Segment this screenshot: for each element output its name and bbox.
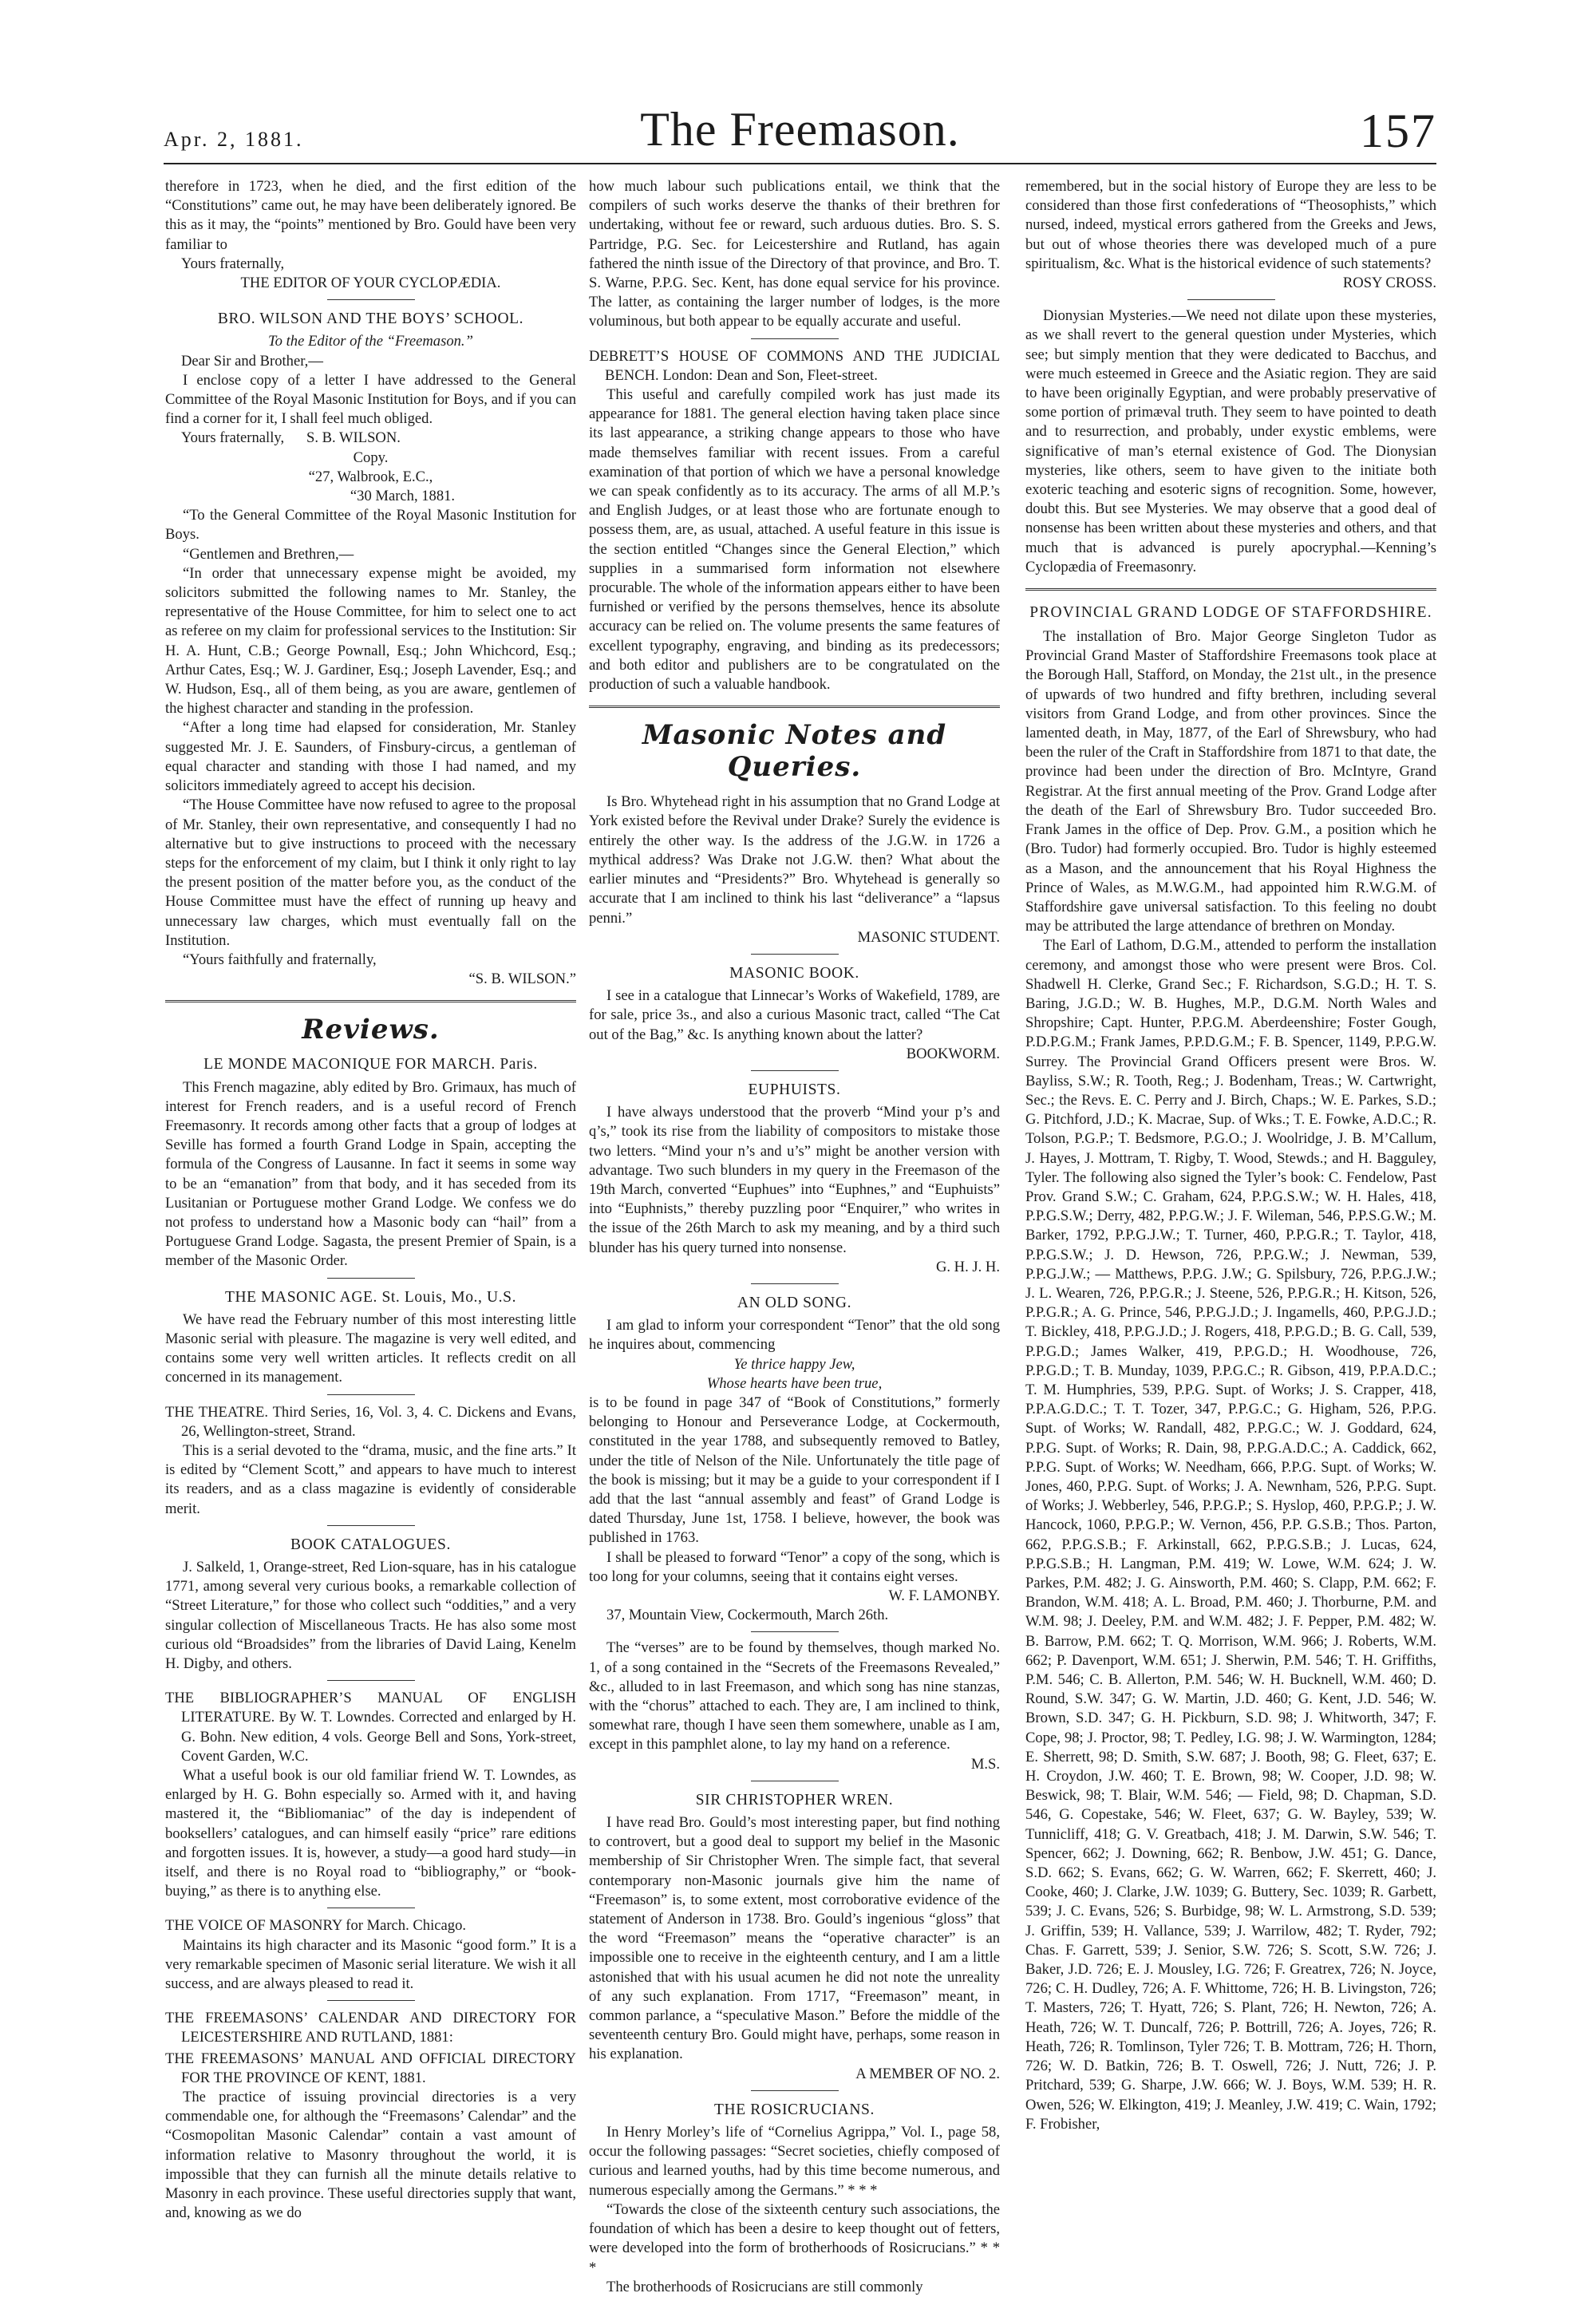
signature-wilson: Yours fraternally, S. B. WILSON. — [181, 429, 401, 447]
paragraph-theatre: This is a serial devoted to the “drama, music, and the fine arts.” It is edited by “Clement Scott,” and appears to have much to interest its readers, and as a class magazine is evidently of considerable merit. — [165, 1441, 576, 1517]
heading-bibliographer: THE BIBLIOGRAPHER’S MANUAL OF ENGLISH LITERATURE. By W. T. Lowndes. Corrected and enlarged by H. G. Bohn. New edition, 4 vols. George Bell and Sons, York-street, Covent Garden, W.C. — [165, 1690, 576, 1765]
paragraph-verses: The “verses” are to be found by themselves, though marked No. 1, of a song contained in the “Secrets of the Freemasons Revealed,” &c., alluded to in last Freemason, and which song has nine stanzas, with the “chorus” attached to each. They are, I am inclined to think, somewhat rare, though I have seen them somewhere, unable as I am, except in this pamphlet alone, to lay my hand on a reference. — [589, 1639, 1000, 1753]
divider — [327, 2000, 415, 2001]
paragraph-whytehead: Is Bro. Whytehead right in his assumption that no Grand Lodge at York existed before the Revival under Drake? Surely the evidence is entirely the other way. Is the address of the J.G.W. in 1726 a mythical address? Was Drake not J.G.W. then? What about the earlier minutes and “Presidents?” Bro. Whytehead is generally so accurate that I am inclined to think his last “deliverance” a “lapsus penni.” — [589, 793, 1000, 927]
divider — [1187, 299, 1275, 300]
paragraph-dionysian: Dionysian Mysteries.—We need not dilate upon these mysteries, as we shall revert to the general question under Mysteries, which see; but simply mention that they were dedicated to Bacchus, and were much esteemed in Greece and the Asiatic region. They are said to have been originally Egyptian, and were probably preservative of some portion of primæval truth. They seem to have pointed to death and to resurrection, and probably, under exystic emblems, were significative of man’s eternal existence of God. The Dionysian mysteries, like others, seem to have given to the initiate both exoteric teaching and esoteric signs of recognition. Some, however, doubt this. But see Mysteries. We may observe that a good deal of nonsense has been written about these mysteries and others, and that much that is advanced is purely apocryphal.—Kenning’s Cyclopædia of Freemasonry. — [1025, 307, 1436, 575]
address-lamonby: 37, Mountain View, Cockermouth, March 26th. — [606, 1607, 889, 1624]
heading-catalogues: BOOK CATALOGUES. — [290, 1536, 451, 1553]
address-line-1: “27, Walbrook, E.C., — [308, 468, 433, 485]
heading-wilson: BRO. WILSON AND THE BOYS’ SCHOOL. — [217, 310, 524, 328]
divider — [327, 1394, 415, 1395]
heading-wren: SIR CHRISTOPHER WREN. — [695, 1791, 894, 1809]
publication-title: The Freemason. — [640, 103, 960, 156]
paragraph-yours: “Yours faithfully and fraternally, — [183, 951, 377, 968]
issue-date: Apr. 2, 1881. — [164, 128, 304, 151]
heading-masonic-book: MASONIC BOOK. — [729, 964, 859, 982]
page-number: 157 — [1360, 105, 1436, 157]
heading-debrett: DEBRETT’S HOUSE OF COMMONS AND THE JUDICIAL BENCH. London: Dean and Son, Fleet-street. — [589, 347, 1000, 384]
divider — [327, 1680, 415, 1681]
paragraph-bibliographer: What a useful book is our old familiar friend W. T. Lowndes, as enlarged by H. G. Bohn especially so. Armed with it, and having mastered it, the “Bibliomaniac” of the day is independent of booksellers’ catalogues, and can himself easily “price” rare editions and forgotten issues. It is, however, a study—a good hard study—in itself, and there is no Royal road to “bibliography,” or “book-buying,” as there is to anything else. — [165, 1767, 576, 1900]
paragraph-staffordshire-2: The Earl of Lathom, D.G.M., attended to perform the installation ceremony, and amongst those who were present were Bros. Col. Shadwell H. Clerke, Grand Sec.; F. Richardson, S.G.D.; H. T. S. Baring, J.G.D.; W. B. Hughes, M.P., D.G.M. North Wales and Shropshire; Capt. Hunter, P.P.G.M. Aberdeenshire; Foster Gough, P.D.P.G.M.; Frank James, P.P.D.G.M.; F. B. Spencer, 1149, P.P.G.W. Surrey. The Provincial Grand Officers present were Bros. W. Bayliss, S.W.; R. Tooth, Reg.; J. Bodenham, Treas.; W. Cartwright, Sec.; the Revs. E. C. Perry and J. Birch, Chaps.; W. E. Parkes, S.D.; G. Pitchford, J.D.; K. Macrae, Sup. of Wks.; T. E. Fowke, A.D.C.; R. Tolson, P.G.P.; T. Bedsmore, P.G.O.; J. Woolridge, J. B. M’Callum, J. Hayes, J. Mottram, T. Rigby, T. Wood, Stewds.; and H. Bagguley, Tyler. The following also signed the Tyler’s book: C. Fendelow, Past Prov. Grand S.W.; C. Graham, 624, P.P.G.S.W.; W. H. Hales, 418, P.P.G.S.W.; Derry, 482, P.P.G.W.; J. F. Wileman, 546, P.P.S.G.W.; M. Barker, 1792, P.P.G.J.W.; T. Turner, 460, P.P.G.R.; T. Taylor, 418, P.P.G.S.W.; J. D. Hewson, 726, P.P.G.W.; J. Newman, 539, P.P.G.J.W.; — Matthews, P.P.G. J.W.; G. Spilsbury, 726, P.P.G.J.W.; J. L. Wearen, 726, P.P.G.R.; J. Steene, 526, P.P.G.R.; H. Kitson, 526, P.P.G.R.; A. G. Prince, 546, P.P.G.J.D.; J. Ingamells, 460, P.P.G.J.D.; T. Bickley, 418, P.P.G.J.D.; J. Rogers, 418, P.P.G.D.; B. G. Call, 539, P.P.G.D.; James Walker, 419, P.P.G.D.; H. Woodhouse, 726, P.P.G.D.; T. B. Munday, 1039, P.P.G.C.; R. Gibson, 419, P.P.A.D.C.; T. M. Humphries, 539, P.P.G. Supt. of Works; J. S. Crapper, 418, P.P.A.G.D.C.; T. T. Tozer, 347, P.P.G.C.; G. Higham, 526, P.P.G. Supt. of Works; W. Randall, 482, P.P.G.C.; W. J. Goddard, 624, P.P.G. Supt. of Works; R. Dain, 98, P.P.G.A.D.C.; A. Caddick, 662, P.P.G. Supt. of Works; W. Needham, 666, P.P.G. Supt. of Works; W. Jones, 460, P.P.G. Supt. of Works; J. A. Newnham, 526, P.P.G. Supt. of Works; J. Webberley, 546, P.P.G.P.; S. Hyslop, 460, P.P.G.P.; J. W. Hancock, 1060, P.P.G.P.; W. Vernon, 456, P.P. G.S.B.; Thos. Parton, 662, P.P.G.S.B.; F. Arkinstall, 662, P.P.G.S.B.; J. Lucas, 624, P.P.G.S.B.; H. Langman, P.M. 419; W. Lowe, W.M. 624; J. W. Parkes, P.M. 482; J. G. Ainsworth, P.M. 460; S. Clapp, P.M. 662; F. Brandon, W.M. 418; A. L. Broad, P.M. 460; J. Thorburne, P.M. and W.M. 98; J. Deeley, P.M. and W.M. 482; J. F. Pepper, P.M. 482; W. B. Barrow, P.M. 662; T. Q. Morrison, W.M. 966; J. Roberts, W.M. 662; P. Davenport, W.M. 651; J. Sherwin, P.M. 546; T. H. Griffiths, P.M. 546; C. B. Allerton, P.M. 546; W. H. Bucknell, W.M. 460; D. Round, S.W. 347; G. W. Martin, J.D. 460; G. Kent, J.D. 546; W. Brown, S.D. 347; G. H. Pickburn, S.D. 98; J. Whitworth, 347; F. Cope, 98; J. Proctor, 98; T. Pedley, I.G. 98; J. W. Warmington, 1284; E. Sherrett, 98; D. Smith, S.W. 687; J. Booth, 98; G. Fleet, 637; E. H. Croydon, J.W. 460; T. E. Brown, 98; W. Cooper, J.D. 98; W. Beswick, 98; T. Blair, W.M. 546; — Field, 98; D. Chapman, S.D. 546, G. Copestake, 546; W. Fleet, 637; G. W. Bayley, 539; W. Tunnicliff, 418; G. V. Greatbach, 418; J. M. Darwin, S.W. 546; T. Spencer, 662; J. Downing, 662; R. Benbow, J.W. 451; G. Dance, S.D. 662; S. Evans, 662; G. W. Warren, 662; F. Skerrett, 460; J. Cooke, 460; J. Clarke, J.W. 1039; G. Buttery, Sec. 1039; R. Garbett, 539; J. C. Evans, 526; S. Burbidge, 98; W. L. Armstrong, S.D. 539; J. Griffin, 539; H. Vallance, 539; J. Warrilow, 482; T. Ryder, 792; Chas. F. Garrett, 539; J. Senior, S.W. 726; S. Scott, S.W. 726; J. Baker, J.D. 726; E. J. Mousley, I.G. 726; F. Greatrex, 726; N. Joyce, 726; C. H. Dudley, 726; A. F. Whittome, 726; H. B. Livingston, 726; T. Masters, 726; T. Hyatt, 726; S. Plant, 726; H. Newton, 726; A. Heath, 726; W. T. Duncalf, 726; P. Bottrill, 726; A. Joyes, 726; R. Heath, 726; R. Tomlinson, Tyler 726; T. B. Mottram, 726; H. Thorn, 726; W. D. Batkin, 726; B. T. Oswell, 726; J. Nutt, 726; J. P. Pritchard, 539; G. Sharpe, J.W. 666; W. J. Boys, W.M. 539; H. R. Owen, 526; W. Elkington, 419; J. Meanley, J.W. 419; C. Wain, 1792; F. Frobisher, — [1025, 937, 1436, 2133]
paragraph-after: “After a long time had elapsed for consideration, Mr. Stanley suggested Mr. J. E. Saunders, of Finsbury-circus, a gentleman of equal character and standing with those I had named, and my solicitors immediately agreed to accept his decision. — [165, 719, 576, 795]
divider — [751, 1283, 839, 1284]
paragraph-gentlemen: “Gentlemen and Brethren,— — [183, 545, 354, 563]
heading-theatre: THE THEATRE. Third Series, 16, Vol. 3, 4. C. Dickens and Evans, 26, Wellington-street, Strand. — [165, 1403, 576, 1440]
signature-wilson-2: “S. B. WILSON.” — [468, 971, 576, 988]
divider — [751, 1631, 839, 1632]
heading-calendar: THE FREEMASONS’ CALENDAR AND DIRECTORY FOR LEICESTERSHIRE AND RUTLAND, 1881: — [165, 2010, 576, 2046]
paragraph-continued: how much labour such publications entail, we think that the compilers of such works deserve the thanks of their brethren for undertaking, without fee or reward, such arduous duties. Bro. S. S. Partridge, P.G. Sec. for Leicestershire and Rutland, has again fathered the ninth issue of the Directory of that province, and Bro. T. S. Warne, P.P.G. Sec. Kent, has done equal service for his province. The latter, as containing the larger number of lodges, is the more voluminous, but both appear to be equally accurate and useful. — [589, 178, 1000, 330]
section-heading-reviews: Reviews. — [302, 1014, 440, 1046]
paragraph-masonic-age: We have read the February number of this most interesting little Masonic serial with pleasure. The magazine is very well edited, and contains some very well written articles. It reflects credit on all concerned in its management. — [165, 1311, 576, 1386]
verse-line-1: Ye thrice happy Jew, — [733, 1355, 855, 1373]
paragraph-staffordshire-1: The installation of Bro. Major George Singleton Tudor as Provincial Grand Master of Staffordshire Freemasons took place at the Borough Hall, Stafford, on Monday, the 21st ult., in the presence of upwards of two hundred and fifty brethren, including several visitors from Grand Lodge, and from other provinces. Since the lamented death, in May, 1877, of the Earl of Shrewsbury, who had been the ruler of the Craft in Staffordshire from 1871 to that date, the province had been under the direction of Bro. McIntyre, Grand Registrar. At the first annual meeting of the Prov. Grand Lodge after the death of the Earl of Shrewsbury Bro. Tudor succeeded Bro. Frank James in the office of Dep. Prov. G.M., a position which he (Bro. Tudor) had formerly occupied. Bro. Tudor is highly esteemed as a Mason, and the announcement that his Royal Highness the Prince of Wales, as M.W.G.M., had appointed him R.W.G.M. of Staffordshire gave universal satisfaction. To this feeling no doubt may be attributed the large attendance of brethren on Monday. — [1025, 628, 1436, 935]
paragraph-masonic-book: I see in a catalogue that Linnecar’s Works of Wakefield, 1789, are for sale, price 3s., and also a curious Masonic tract, called “The Cat out of the Bag,” &c. Is anything known about the latter? — [589, 987, 1000, 1043]
signature-lamonby: W. F. LAMONBY. — [888, 1587, 1000, 1604]
paragraph-to-general: “To the General Committee of the Royal Masonic Institution for Boys. — [165, 507, 576, 544]
address-line-2: “30 March, 1881. — [350, 488, 456, 505]
paragraph-rosicrucians-1: In Henry Morley’s life of “Cornelius Agrippa,” Vol. I., page 58, occur the following passages: “Secret societies, chiefly composed of curious and learned youths, had by this time become numerous, and numerous especially among the Germans.” * * * — [589, 2124, 1000, 2199]
salutation: Dear Sir and Brother,— — [181, 352, 323, 370]
paragraph-continued: remembered, but in the social history of Europe they are less to be considered than those first confederations of “Theosophists,” which nursed, indeed, mystical errors gathered from the Greeks and Jews, but out of whose theories there was developed much of a pure spiritualism, &c. What is the historical evidence of such statements? — [1025, 178, 1436, 272]
masthead — [164, 102, 1436, 166]
heading-staffordshire: PROVINCIAL GRAND LODGE OF STAFFORDSHIRE. — [1029, 604, 1432, 622]
divider — [751, 1070, 839, 1071]
column-1 — [165, 177, 576, 2224]
paragraph-old-song: I am glad to inform your correspondent “Tenor” that the old song he inquires about, commencing — [589, 1317, 1000, 1354]
divider — [751, 954, 839, 955]
copy-label: Copy. — [353, 449, 389, 466]
paragraph-rosicrucians-2: “Towards the close of the sixteenth century such associations, the foundation of which has been a desire to keep thought out of fetters, were developed into the form of brotherhoods of Rosicrucians.” * * * — [589, 2200, 1000, 2276]
paragraph-house: “The House Committee have now refused to agree to the proposal of Mr. Stanley, their own representative, and consequently I had no alternative but to give instructions to proceed with the necessary steps for the enforcement of my claim, but I think it only right to lay the present position of the matter before you, as the conduct of the House Committee must have the effect of running up heavy and unnecessary law charges, which must eventually fall on the Institution. — [165, 797, 576, 949]
signature-member: A MEMBER OF NO. 2. — [855, 2065, 1000, 2082]
masthead-rule — [164, 163, 1436, 164]
paragraph-old-song-2: is to be found in page 347 of “Book of Constitutions,” formerly belonging to Honour and Perseverance Lodge, at Cockermouth, constituted in the year 1788, and subsequently removed to Batley, under the title of Nelson of the Nile. Unfortunately the title page of the book is missing; but it may be a guide to your correspondent if I add that the last “annual assembly and feast” of Grand Lodge is dated Thursday, June 1st, 1758. I believe, however, the book was published in 1763. — [589, 1394, 1000, 1547]
heading-masonic-age: THE MASONIC AGE. St. Louis, Mo., U.S. — [224, 1288, 517, 1306]
paragraph-wilson-1: I enclose copy of a letter I have addressed to the General Committee of the Royal Masonic Institution for Boys, and if you can find a corner for it, I shall feel much obliged. — [165, 371, 576, 428]
column-2 — [589, 177, 1000, 2297]
section-heading-notes-queries: Masonic Notes and Queries. — [642, 719, 947, 784]
paragraph-voice: Maintains its high character and its Masonic “good form.” It is a very remarkable specimen of Masonic serial literature. We wish it all success, and are always pleased to read it. — [165, 1936, 576, 1993]
signature-ghjh: G. H. J. H. — [935, 1258, 1000, 1275]
paragraph-wren: I have read Bro. Gould’s most interesting paper, but find nothing to controvert, but a good deal to support my belief in the Masonic membership of Sir Christopher Wren. The simple fact, that several contemporary non-Masonic journals give him the name of “Freemason” is, to some extent, most corroborative evidence of the statement of Anderson in 1738. Bro. Gould’s ingenious “gloss” that the word “Freemason” means the “operative character” is an impossible one to receive in the eighteenth century, and I am a little astonished that with his usual acumen he did not note the unreality of any such explanation. From 1717, “Freemason” meant, in common parlance, a “speculative Mason.” Before the middle of the seventeenth century Bro. Gould might have, perhaps, some reason in his explanation. — [589, 1814, 1000, 2063]
signature-student: MASONIC STUDENT. — [857, 928, 1000, 946]
paragraph-intro: therefore in 1723, when he died, and the first edition of the “Constitutions” came out, he may have been deliberately ignored. Be this as it may, the “points” mentioned by Bro. Gould have been very familiar to — [165, 178, 576, 253]
divider — [327, 299, 415, 300]
heading-monde: LE MONDE MACONIQUE FOR MARCH. Paris. — [203, 1056, 538, 1073]
paragraph-catalogues: J. Salkeld, 1, Orange-street, Red Lion-square, has in his catalogue 1771, among several very curious books, a remarkable collection of “Street Literature,” for those who collect such “oddities,” and a very singular collection of Miscellaneous Tracts. He has also some most curious old “Broadsides” from the libraries of David Laing, Kenelm H. Digby, and others. — [165, 1559, 576, 1673]
signature-editor: THE EDITOR OF YOUR CYCLOPÆDIA. — [240, 275, 501, 292]
divider — [751, 2090, 839, 2091]
signature-ms: M.S. — [970, 1755, 1000, 1773]
paragraph-debrett: This useful and carefully compiled work has just made its appearance for 1881. The general election having taken place since its last appearance, a striking change appears to those who have made themselves familiar with recent issues. From a careful examination of that portion of which we have a personal knowledge we can speak confidently as to its accuracy. The arms of all M.P.’s and English Judges, or at least those who are fortunate enough to possess them, are, as usual, attached. A useful feature in this issue is the section entitled “Changes since the General Election,” which supplies in a summarised form information not elsewhere procurable. The whole of the information appears either to have been furnished or verified by the persons themselves, hence its absolute accuracy can be relied on. The volume presents the same features of excellent typography, engraving, and binding as its predecessors; and both editor and publishers are to be congratulated on the production of such a valuable handbook. — [589, 386, 1000, 694]
heading-old-song: AN OLD SONG. — [737, 1294, 852, 1311]
paragraph-rosicrucians-3: The brotherhoods of Rosicrucians are still commonly — [606, 2278, 923, 2295]
section-rule — [589, 706, 1000, 708]
signature-bookworm: BOOKWORM. — [906, 1045, 1000, 1062]
paragraph-euphuists: I have always understood that the proverb “Mind your p’s and q’s,” took its rise from the liability of compositors to mistake those two letters. “Mind your n’s and u’s” might be another version with advantage. Two such blunders in my query in the Freemason of the 19th March, converted “Euphues” into “Euphnes,” and “Euphuists” into “Euphnists,” thereby puzzling poor “Enquirer,” who writes in the issue of the 26th March to ask my meaning, and by a third such blunder has his query turned into nonsense. — [589, 1104, 1000, 1256]
divider — [327, 1525, 415, 1526]
heading-rosicrucians: THE ROSICRUCIANS. — [714, 2101, 875, 2118]
section-rule — [1025, 588, 1436, 591]
verse-line-2: Whose hearts have been true, — [706, 1374, 883, 1392]
signoff-fraternally: Yours fraternally, — [181, 255, 285, 272]
heading-voice: THE VOICE OF MASONRY for March. Chicago. — [165, 1917, 467, 1935]
to-editor-line: To the Editor of the “Freemason.” — [268, 333, 473, 350]
column-3 — [1025, 177, 1436, 2134]
divider — [751, 338, 839, 339]
paragraph-old-song-3: I shall be pleased to forward “Tenor” a copy of the song, which is too long for your columns, seeing that it contains eight verses. — [589, 1548, 1000, 1585]
signature-rosy-cross: ROSY CROSS. — [1342, 275, 1436, 292]
heading-manual: THE FREEMASONS’ MANUAL AND OFFICIAL DIRECTORY FOR THE PROVINCE OF KENT, 1881. — [165, 2050, 576, 2086]
paragraph-monde: This French magazine, ably edited by Bro. Grimaux, has much of interest for French readers, and is a useful record of French Freemasonry. It records among other facts that a group of lodges at Seville has formed a fourth Grand Lodge in Spain, accepting the formula of the Congress of Lausanne. In fact it seems in some way to be an “emanation” from that body, and it has seceded from its Lusitanian or Portuguese mother Grand Lodge. We confess we do not profess to understand how a Masonic body can “hail” from a Portuguese Grand Lodge. Sagasta, the present Premier of Spain, is a member of the Masonic Order. — [165, 1078, 576, 1270]
heading-euphuists: EUPHUISTS. — [748, 1081, 841, 1098]
divider — [327, 1278, 415, 1279]
section-rule — [165, 1000, 576, 1002]
paragraph-practice: The practice of issuing provincial directories is a very commendable one, for although the “Freemasons’ Calendar” and the “Cosmopolitan Masonic Calendar” contain a vast amount of information relative to Masonry throughout the world, it is impossible that they can furnish all the minute details relative to Masonry in each province. These useful directories supply that want, and, knowing as we do — [165, 2089, 576, 2222]
paragraph-order: “In order that unnecessary expense might be avoided, my solicitors submitted the following names to Mr. Stanley, the representative of the House Committee, for him to select one to act as referee on my claim for professional services to the Institution: Sir H. A. Hunt, C.B.; George Pownall, Esq.; John Whichcord, Esq.; Arthur Cates, Esq.; W. J. Gardiner, Esq.; Joseph Lavender, Esq.; and W. Hudson, Esq., all of them being, as you are aware, gentlemen of the highest character and standing in the profession. — [165, 564, 576, 718]
